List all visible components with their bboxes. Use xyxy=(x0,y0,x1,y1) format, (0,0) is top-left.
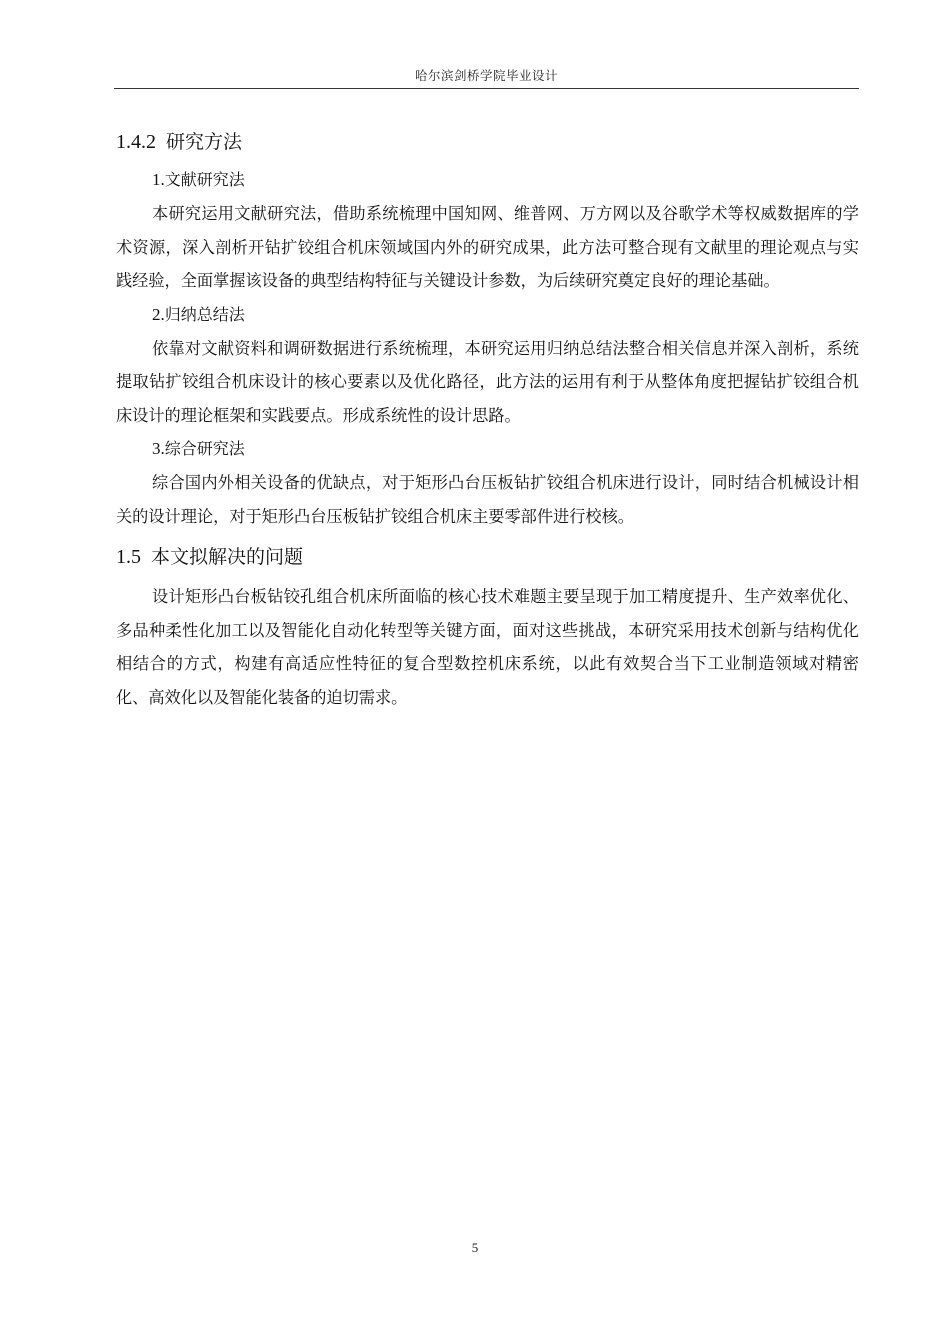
method-title: 归纳总结法 xyxy=(164,304,245,324)
section-heading-1-4-2 xyxy=(116,124,859,159)
method-title: 文献研究法 xyxy=(164,170,245,189)
method-paragraph-comprehensive: 综合国内外相关设备的优缺点，对于矩形凸台压板钻扩铰组合机床进行设计，同时结合机械设计相关的设计理论，对于矩形凸台压板钻扩铰组合机床主要零部件进行校核。 xyxy=(116,473,859,526)
method-number: 2. xyxy=(152,304,165,324)
method-heading-induction xyxy=(116,298,859,332)
section-number: 1.4.2 xyxy=(116,131,156,153)
section-number: 1.5 xyxy=(116,546,141,568)
method-number: 3. xyxy=(152,439,165,458)
method-heading-comprehensive xyxy=(116,432,859,466)
method-paragraph-literature: 本研究运用文献研究法，借助系统梳理中国知网、维普网、万方网以及谷歌学术等权威数据库的学术资源，深入剖析开钻扩铰组合机床领域国内外的研究成果，此方法可整合现有文献里的理论观点与实践经验，全面掌握该设备的典型结构特征与关键设计参数，为后续研究奠定良好的理论基础。 xyxy=(116,204,859,290)
method-heading-literature xyxy=(116,163,859,197)
section-paragraph-problems: 设计矩形凸台板钻铰孔组合机床所面临的核心技术难题主要呈现于加工精度提升、生产效率优化、多品种柔性化加工以及智能化自动化转型等关键方面，面对这些挑战，本研究采用技术创新与结构优化相结合的方式，构建有高适应性特征的复合型数控机床系统，以此有效契合当下工业制造领域对精密化、高效化以及智能化装备的迫切需求。 xyxy=(116,587,859,707)
header-rule xyxy=(114,88,859,89)
section-heading-1-5 xyxy=(116,539,859,574)
page-number: 5 xyxy=(471,1240,479,1255)
running-header: 哈尔滨剑桥学院毕业设计 xyxy=(414,68,558,83)
method-number: 1. xyxy=(152,170,165,189)
method-title: 综合研究法 xyxy=(164,439,245,458)
page-content xyxy=(116,124,859,714)
section-title: 本文拟解决的问题 xyxy=(151,546,304,568)
method-paragraph-induction: 依靠对文献资料和调研数据进行系统梳理，本研究运用归纳总结法整合相关信息并深入剖析，系统提取钻扩铰组合机床设计的核心要素以及优化路径，此方法的运用有利于从整体角度把握钻扩铰组合机床设计的理论框架和实践要点。形成系统性的设计思路。 xyxy=(116,338,859,425)
section-title: 研究方法 xyxy=(166,131,243,153)
